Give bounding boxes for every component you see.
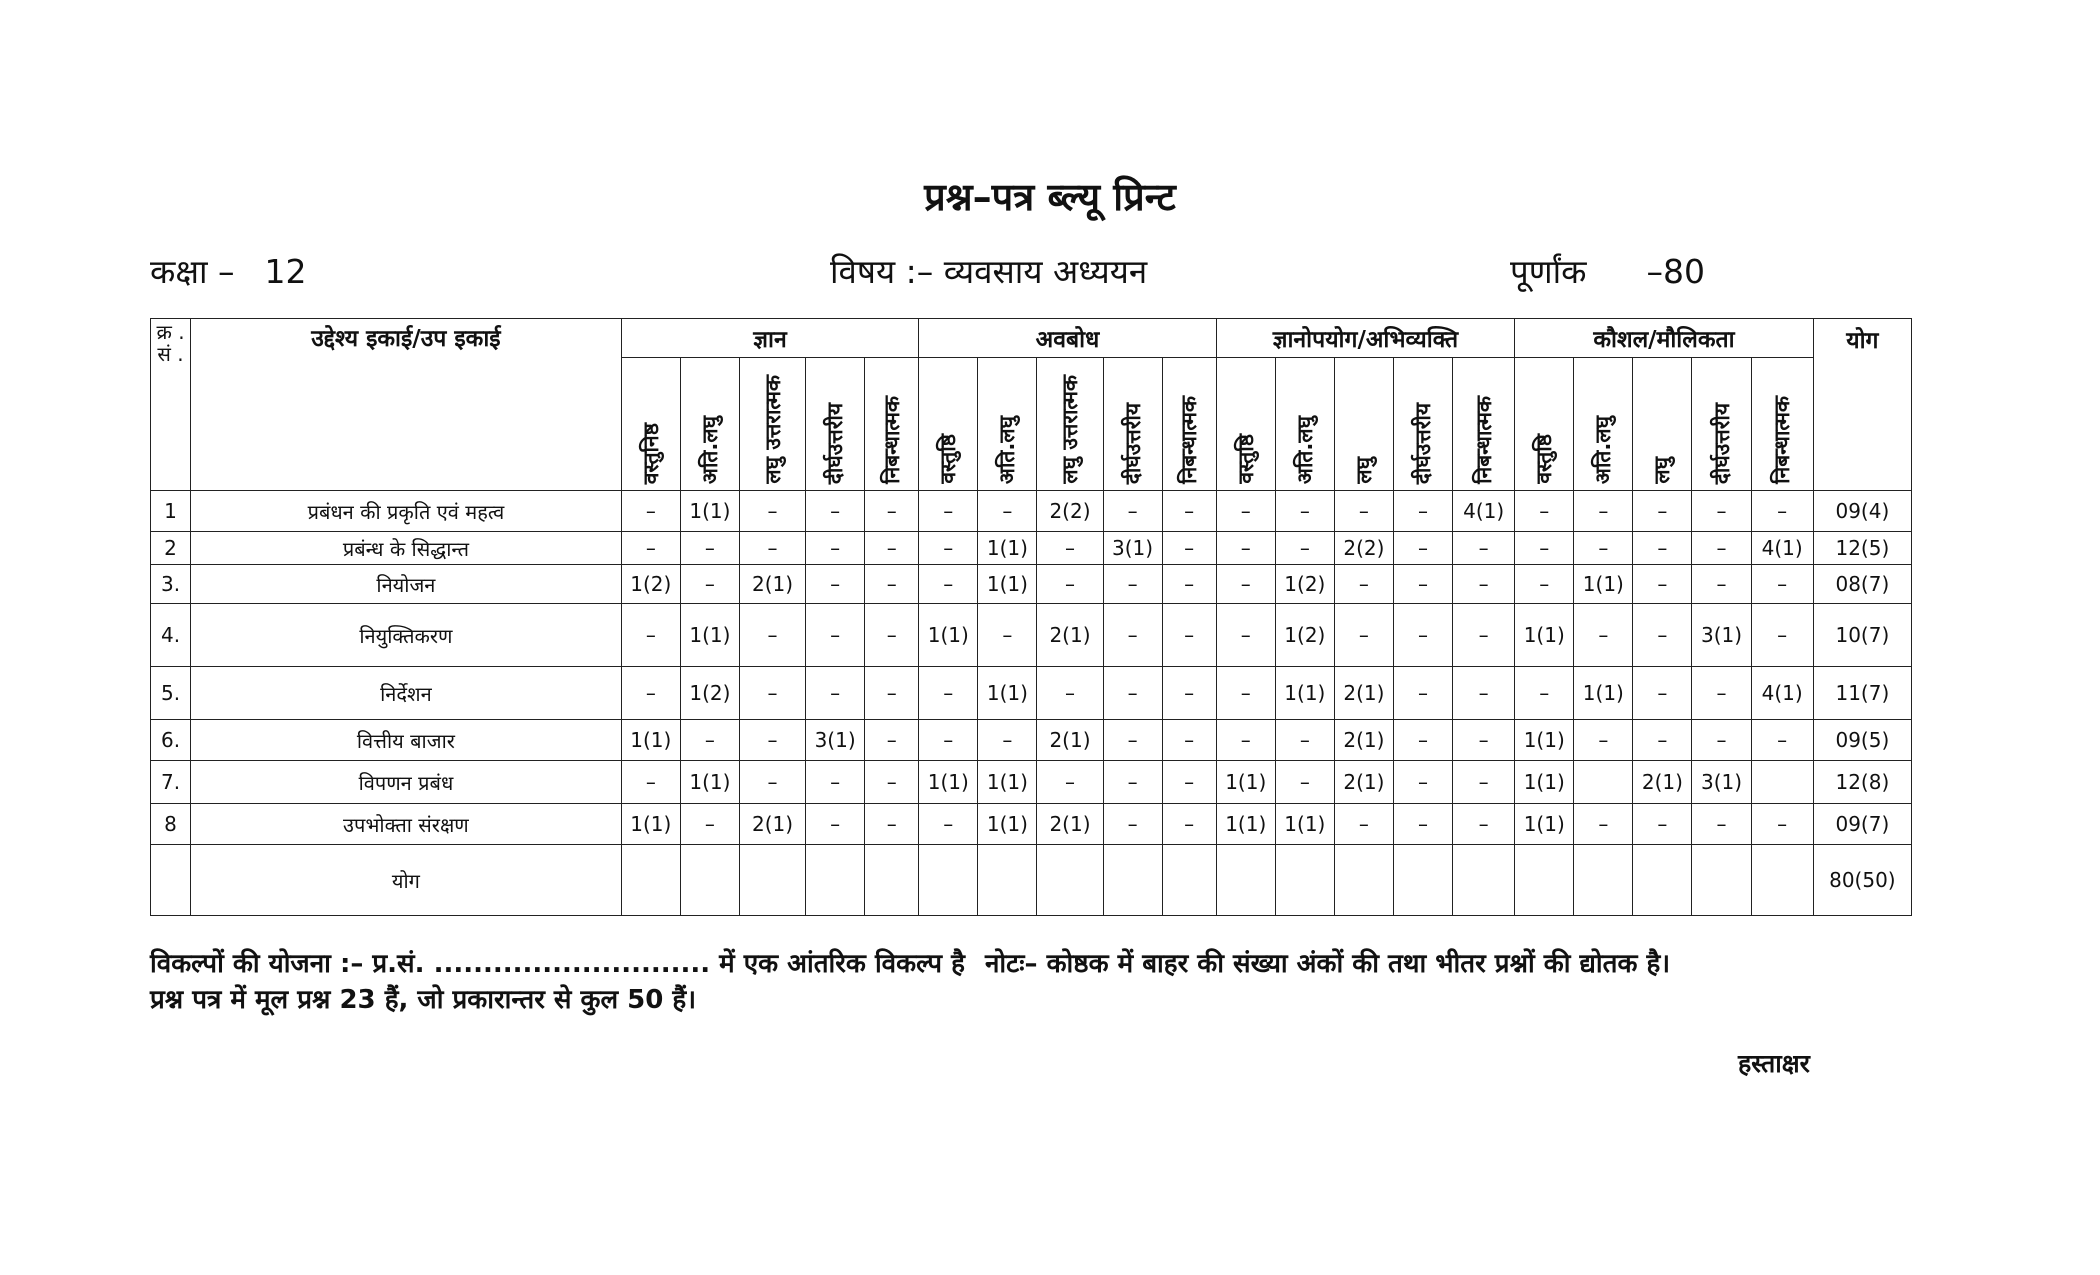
subheader-cell xyxy=(1103,358,1162,491)
blueprint-table xyxy=(150,318,1912,916)
empty-cell xyxy=(978,845,1037,916)
marks-cell: – xyxy=(1103,667,1162,720)
marks-cell: – xyxy=(919,804,978,845)
marks-cell: – xyxy=(680,804,739,845)
empty-cell xyxy=(1692,845,1751,916)
signature-label: हस्ताक्षर xyxy=(1738,1049,1810,1078)
marks-cell: – xyxy=(1692,804,1751,845)
marks-cell: – xyxy=(1453,604,1515,667)
marks-cell: 1(1) xyxy=(680,761,739,804)
table-row xyxy=(151,804,1912,845)
subheader-cell xyxy=(680,358,739,491)
marks-cell: – xyxy=(919,565,978,604)
marks-cell: 1(1) xyxy=(680,491,739,532)
group-header-understanding: अवबोध xyxy=(919,319,1216,358)
row-total: 08(7) xyxy=(1813,565,1911,604)
marks-cell: – xyxy=(1633,720,1692,761)
marks-cell: – xyxy=(1453,667,1515,720)
marks-cell: – xyxy=(739,491,805,532)
row-total: 10(7) xyxy=(1813,604,1911,667)
marks-cell: – xyxy=(1574,532,1633,565)
row-total: 12(5) xyxy=(1813,532,1911,565)
marks-cell: – xyxy=(1515,491,1574,532)
grand-total: 80(50) xyxy=(1813,845,1911,916)
marks-cell: 1(1) xyxy=(621,804,680,845)
marks-cell: 1(1) xyxy=(1574,565,1633,604)
marks-cell: 1(1) xyxy=(1515,804,1574,845)
row-total: 11(7) xyxy=(1813,667,1911,720)
marks-cell: – xyxy=(1103,720,1162,761)
marks-cell: – xyxy=(1334,491,1393,532)
marks-cell: – xyxy=(1334,565,1393,604)
subheader-label: दीर्घउत्तरीय xyxy=(1120,402,1145,484)
table-row xyxy=(151,532,1912,565)
marks-cell: 2(1) xyxy=(739,804,805,845)
marks-cell: – xyxy=(1334,604,1393,667)
marks-cell: – xyxy=(1216,532,1275,565)
marks-cell: – xyxy=(1751,604,1813,667)
total-row-label: योग xyxy=(191,845,622,916)
class-info xyxy=(150,248,307,293)
marks-cell: – xyxy=(1633,532,1692,565)
table-row xyxy=(151,761,1912,804)
sn-header: क्र . सं . xyxy=(151,319,191,491)
group-header-application: ज्ञानोपयोग/अभिव्यक्ति xyxy=(1216,319,1515,358)
subheader-cell xyxy=(1216,358,1275,491)
empty-cell xyxy=(151,845,191,916)
table-row xyxy=(151,720,1912,761)
unit-name: वित्तीय बाजार xyxy=(191,720,622,761)
subject-info xyxy=(830,248,1147,293)
subheader-cell xyxy=(1692,358,1751,491)
subheader-label: निबन्धात्मक xyxy=(1471,396,1496,484)
subheader-label: निबन्धात्मक xyxy=(1177,396,1202,484)
marks-cell: – xyxy=(1037,667,1103,720)
marks-cell: – xyxy=(978,491,1037,532)
marks-cell: – xyxy=(1393,565,1452,604)
empty-cell xyxy=(1334,845,1393,916)
subheader-label: लघु xyxy=(1351,457,1376,484)
subheader-cell xyxy=(1037,358,1103,491)
subheader-label: दीर्घउत्तरीय xyxy=(1709,402,1734,484)
marks-cell: – xyxy=(739,604,805,667)
marks-cell: 1(1) xyxy=(1275,667,1334,720)
subheader-cell xyxy=(978,358,1037,491)
marks-cell: – xyxy=(1515,532,1574,565)
marks-cell: – xyxy=(1453,761,1515,804)
marks-cell: – xyxy=(865,761,919,804)
marks-cell: 2(1) xyxy=(1037,604,1103,667)
subheader-cell xyxy=(919,358,978,491)
row-total: 09(7) xyxy=(1813,804,1911,845)
empty-cell xyxy=(1162,845,1216,916)
marks-cell: – xyxy=(919,491,978,532)
options-scheme: विकल्पों की योजना :– प्र.सं. ............................ में एक आंतरिक विकल्प है xyxy=(150,949,965,979)
marks-cell: – xyxy=(1162,491,1216,532)
marks-cell: – xyxy=(1633,804,1692,845)
page-title: प्रश्न–पत्र ब्ल्यू प्रिन्ट xyxy=(924,175,1176,219)
serial-number: 6. xyxy=(151,720,191,761)
marks-cell: – xyxy=(865,565,919,604)
marks-cell: – xyxy=(806,532,865,565)
empty-cell xyxy=(1037,845,1103,916)
marks-cell: 1(2) xyxy=(621,565,680,604)
empty-cell xyxy=(1633,845,1692,916)
empty-cell xyxy=(1453,845,1515,916)
subheader-label: वस्तुष्ठि xyxy=(1532,434,1557,484)
marks-cell: – xyxy=(806,491,865,532)
empty-cell xyxy=(1103,845,1162,916)
marks-cell: – xyxy=(1453,565,1515,604)
marks-cell: – xyxy=(865,804,919,845)
marks-cell: – xyxy=(1037,761,1103,804)
marks-cell: 1(2) xyxy=(1275,604,1334,667)
subheader-cell xyxy=(1162,358,1216,491)
serial-number: 4. xyxy=(151,604,191,667)
row-total: 09(4) xyxy=(1813,491,1911,532)
subheader-cell xyxy=(739,358,805,491)
marks-cell: – xyxy=(1574,720,1633,761)
marks-label: पूर्णांक xyxy=(1510,252,1587,291)
marks-cell: – xyxy=(865,720,919,761)
subject-value: व्यवसाय अध्ययन xyxy=(943,252,1148,291)
marks-cell: 1(1) xyxy=(978,804,1037,845)
marks-cell xyxy=(1751,761,1813,804)
row-total: 12(8) xyxy=(1813,761,1911,804)
marks-cell: – xyxy=(919,532,978,565)
marks-cell: – xyxy=(865,491,919,532)
marks-cell: – xyxy=(1103,604,1162,667)
marks-cell: 1(1) xyxy=(919,761,978,804)
table-row xyxy=(151,604,1912,667)
marks-cell: – xyxy=(739,532,805,565)
marks-cell: – xyxy=(621,604,680,667)
marks-cell: – xyxy=(1216,667,1275,720)
marks-cell: – xyxy=(1453,532,1515,565)
marks-cell: 1(1) xyxy=(1515,761,1574,804)
marks-cell: – xyxy=(1633,667,1692,720)
marks-cell: – xyxy=(1574,491,1633,532)
empty-cell xyxy=(1216,845,1275,916)
subheader-label: लघु उत्तरात्मक xyxy=(1057,375,1082,484)
marks-cell: 1(1) xyxy=(978,565,1037,604)
empty-cell xyxy=(1393,845,1452,916)
empty-cell xyxy=(865,845,919,916)
subheader-cell xyxy=(1515,358,1574,491)
table-row xyxy=(151,565,1912,604)
marks-cell: – xyxy=(1037,565,1103,604)
subheader-label: निबन्धात्मक xyxy=(879,396,904,484)
marks-cell: – xyxy=(1162,604,1216,667)
marks-cell: – xyxy=(1393,532,1452,565)
marks-cell: – xyxy=(1275,720,1334,761)
marks-cell: – xyxy=(621,491,680,532)
marks-cell: – xyxy=(978,720,1037,761)
marks-cell: – xyxy=(1393,604,1452,667)
marks-cell: – xyxy=(1692,565,1751,604)
serial-number: 1 xyxy=(151,491,191,532)
subheader-cell xyxy=(806,358,865,491)
subject-label: विषय :– xyxy=(830,252,934,291)
marks-cell: 1(1) xyxy=(978,667,1037,720)
marks-cell: 2(1) xyxy=(1037,804,1103,845)
subheader-cell xyxy=(1393,358,1452,491)
marks-cell: 1(1) xyxy=(1216,804,1275,845)
marks-cell: – xyxy=(1633,491,1692,532)
empty-cell xyxy=(1515,845,1574,916)
marks-cell: – xyxy=(1393,720,1452,761)
marks-cell: 1(1) xyxy=(1216,761,1275,804)
marks-cell: 1(1) xyxy=(1515,604,1574,667)
total-header: योग xyxy=(1813,319,1911,491)
marks-cell: – xyxy=(1574,804,1633,845)
marks-cell: 1(2) xyxy=(680,667,739,720)
marks-cell: – xyxy=(1275,761,1334,804)
marks-cell: – xyxy=(1162,667,1216,720)
marks-cell: – xyxy=(1692,720,1751,761)
marks-cell: 1(2) xyxy=(1275,565,1334,604)
subheader-cell xyxy=(865,358,919,491)
marks-cell: – xyxy=(1633,604,1692,667)
marks-cell: – xyxy=(1393,491,1452,532)
subheader-cell xyxy=(1334,358,1393,491)
marks-cell: 1(1) xyxy=(1574,667,1633,720)
group-header-skill: कौशल/मौलिकता xyxy=(1515,319,1814,358)
marks-cell: – xyxy=(806,565,865,604)
marks-cell: – xyxy=(1751,565,1813,604)
marks-cell: – xyxy=(1751,720,1813,761)
subheader-cell xyxy=(1275,358,1334,491)
empty-cell xyxy=(919,845,978,916)
class-value: 12 xyxy=(264,252,307,291)
subheader-label: लघु उत्तरात्मक xyxy=(760,375,785,484)
unit-name: निर्देशन xyxy=(191,667,622,720)
marks-cell: – xyxy=(621,667,680,720)
empty-cell xyxy=(739,845,805,916)
marks-cell: 2(1) xyxy=(1334,761,1393,804)
marks-cell: 4(1) xyxy=(1751,532,1813,565)
marks-cell: – xyxy=(1103,565,1162,604)
marks-cell: – xyxy=(1103,804,1162,845)
subheader-label: अति.लघु xyxy=(1292,415,1317,484)
table-row xyxy=(151,667,1912,720)
marks-cell: 1(1) xyxy=(1275,804,1334,845)
marks-cell: – xyxy=(1162,565,1216,604)
marks-cell: 2(1) xyxy=(739,565,805,604)
subheader-cell xyxy=(621,358,680,491)
unit-name: विपणन प्रबंध xyxy=(191,761,622,804)
total-row xyxy=(151,845,1912,916)
marks-cell: – xyxy=(739,761,805,804)
unit-name: प्रबंन्ध के सिद्धान्त xyxy=(191,532,622,565)
serial-number: 3. xyxy=(151,565,191,604)
marks-cell: – xyxy=(621,761,680,804)
marks-cell: – xyxy=(1216,491,1275,532)
serial-number: 5. xyxy=(151,667,191,720)
marks-cell: – xyxy=(1162,761,1216,804)
marks-cell: – xyxy=(1393,804,1452,845)
marks-cell: 2(1) xyxy=(1037,720,1103,761)
marks-cell: – xyxy=(1393,761,1452,804)
subheader-label: दीर्घउत्तरीय xyxy=(1411,402,1436,484)
marks-cell: 1(1) xyxy=(621,720,680,761)
marks-cell: 3(1) xyxy=(806,720,865,761)
subheader-label: अति.लघु xyxy=(1591,415,1616,484)
subheader-label: दीर्घउत्तरीय xyxy=(823,402,848,484)
marks-cell: – xyxy=(978,604,1037,667)
marks-cell: – xyxy=(1393,667,1452,720)
marks-cell: – xyxy=(1216,604,1275,667)
marks-cell: – xyxy=(1334,804,1393,845)
marks-cell: 2(2) xyxy=(1037,491,1103,532)
marks-cell: – xyxy=(1275,532,1334,565)
table-row xyxy=(151,491,1912,532)
empty-cell xyxy=(621,845,680,916)
serial-number: 7. xyxy=(151,761,191,804)
marks-cell: – xyxy=(919,667,978,720)
marks-cell: 3(1) xyxy=(1692,604,1751,667)
subheader-label: अति.लघु xyxy=(995,415,1020,484)
marks-cell: 1(1) xyxy=(978,532,1037,565)
marks-cell: – xyxy=(1633,565,1692,604)
marks-info xyxy=(1510,248,1705,293)
subheader-cell xyxy=(1633,358,1692,491)
marks-cell: 1(1) xyxy=(680,604,739,667)
marks-cell: – xyxy=(1216,720,1275,761)
marks-cell: – xyxy=(1692,532,1751,565)
empty-cell xyxy=(1574,845,1633,916)
marks-cell: – xyxy=(806,667,865,720)
marks-cell: – xyxy=(1103,491,1162,532)
group-header-knowledge: ज्ञान xyxy=(621,319,918,358)
unit-name: नियोजन xyxy=(191,565,622,604)
marks-cell: 2(1) xyxy=(1334,720,1393,761)
marks-cell: 1(1) xyxy=(978,761,1037,804)
marks-cell: – xyxy=(806,804,865,845)
marks-cell: – xyxy=(1751,804,1813,845)
marks-cell: – xyxy=(865,532,919,565)
marks-cell: – xyxy=(1453,804,1515,845)
subheader-label: निबन्धात्मक xyxy=(1770,396,1795,484)
marks-cell: – xyxy=(1692,667,1751,720)
serial-number: 2 xyxy=(151,532,191,565)
marks-cell: 4(1) xyxy=(1751,667,1813,720)
marks-cell: – xyxy=(806,761,865,804)
empty-cell xyxy=(1275,845,1334,916)
empty-cell xyxy=(806,845,865,916)
marks-cell: – xyxy=(1275,491,1334,532)
marks-cell: – xyxy=(1162,532,1216,565)
marks-cell: – xyxy=(1103,761,1162,804)
marks-cell: – xyxy=(1574,604,1633,667)
row-total: 09(5) xyxy=(1813,720,1911,761)
subheader-cell xyxy=(1453,358,1515,491)
marks-cell: – xyxy=(680,720,739,761)
marks-cell: – xyxy=(1515,565,1574,604)
marks-cell: 2(1) xyxy=(1633,761,1692,804)
empty-cell xyxy=(1751,845,1813,916)
marks-cell: – xyxy=(1216,565,1275,604)
marks-cell: – xyxy=(680,532,739,565)
marks-cell: 1(1) xyxy=(1515,720,1574,761)
marks-cell: 2(2) xyxy=(1334,532,1393,565)
question-count-note: प्रश्न पत्र में मूल प्रश्न 23 हैं, जो प्रकारान्तर से कुल 50 हैं। xyxy=(150,985,697,1015)
marks-cell: – xyxy=(865,667,919,720)
marks-cell: – xyxy=(739,720,805,761)
marks-cell xyxy=(1574,761,1633,804)
marks-cell: – xyxy=(806,604,865,667)
marks-cell: – xyxy=(865,604,919,667)
empty-cell xyxy=(680,845,739,916)
marks-cell: 3(1) xyxy=(1103,532,1162,565)
marks-cell: – xyxy=(1515,667,1574,720)
marks-cell: 1(1) xyxy=(919,604,978,667)
subheader-cell xyxy=(1751,358,1813,491)
bracket-note: नोटः– कोष्ठक में बाहर की संख्या अंकों की तथा भीतर प्रश्नों की द्योतक है। xyxy=(985,949,1671,979)
marks-cell: 3(1) xyxy=(1692,761,1751,804)
subheader-label: अति.लघु xyxy=(697,415,722,484)
marks-cell: 2(1) xyxy=(1334,667,1393,720)
subheader-label: वस्तुनिष्ठ xyxy=(638,422,663,484)
unit-header: उद्देश्य इकाई/उप इकाई xyxy=(191,319,622,491)
marks-cell: – xyxy=(1692,491,1751,532)
marks-cell: – xyxy=(680,565,739,604)
marks-cell: – xyxy=(1453,720,1515,761)
marks-cell: – xyxy=(1751,491,1813,532)
marks-cell: 4(1) xyxy=(1453,491,1515,532)
subheader-label: लघु xyxy=(1650,457,1675,484)
serial-number: 8 xyxy=(151,804,191,845)
marks-cell: – xyxy=(1162,720,1216,761)
marks-cell: – xyxy=(621,532,680,565)
unit-name: प्रबंधन की प्रकृति एवं महत्व xyxy=(191,491,622,532)
marks-value: –80 xyxy=(1646,252,1705,291)
marks-cell: – xyxy=(1037,532,1103,565)
subheader-cell xyxy=(1574,358,1633,491)
subheader-label: वस्तुष्ठि xyxy=(936,434,961,484)
marks-cell: – xyxy=(919,720,978,761)
marks-cell: – xyxy=(739,667,805,720)
unit-name: नियुक्तिकरण xyxy=(191,604,622,667)
subheader-label: वस्तुष्ठि xyxy=(1233,434,1258,484)
marks-cell: – xyxy=(1162,804,1216,845)
class-label: कक्षा – xyxy=(150,252,235,291)
unit-name: उपभोक्ता संरक्षण xyxy=(191,804,622,845)
